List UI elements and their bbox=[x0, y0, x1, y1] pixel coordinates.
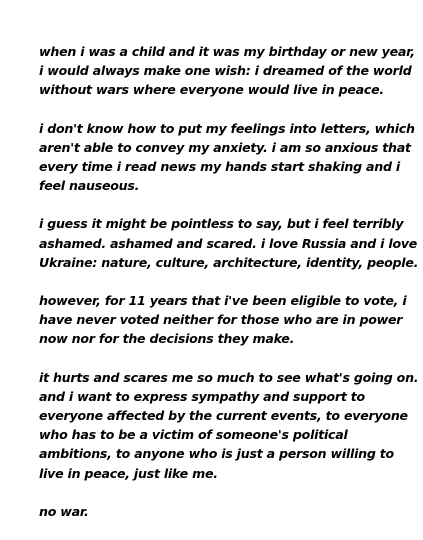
text-line: everyone affected by the current events, to everyone bbox=[39, 408, 408, 424]
text-line: who has to be a victim of someone's political bbox=[39, 427, 348, 443]
text-line: i don't know how to put my feelings into letters, which bbox=[39, 120, 415, 136]
text-line: ashamed. ashamed and scared. i love Russia and i love bbox=[39, 235, 418, 251]
paragraph-anxiety bbox=[39, 119, 415, 196]
paragraph-shame bbox=[39, 214, 419, 272]
text-line: aren't able to convey my anxiety. i am so anxious that bbox=[39, 139, 411, 155]
text-line: feel nauseous. bbox=[39, 178, 140, 194]
text-line: however, for 11 years that i've been eligible to vote, i bbox=[39, 293, 407, 309]
text-line: Ukraine: nature, culture, architecture, identity, people. bbox=[39, 254, 419, 270]
paragraph-childhood-wish bbox=[39, 42, 415, 100]
text-line: when i was a child and it was my birthday or new year, bbox=[39, 44, 415, 59]
paragraph-sympathy bbox=[39, 368, 419, 483]
paragraph-no-war bbox=[39, 502, 411, 521]
text-line: now nor for the decisions they make. bbox=[39, 331, 295, 347]
text-line: no war. bbox=[39, 503, 89, 519]
statement-text bbox=[39, 42, 419, 540]
text-line: i would always make one wish: i dreamed of the world bbox=[39, 63, 412, 79]
text-line: it hurts and scares me so much to see what's going on. bbox=[39, 369, 419, 385]
text-line: and i want to express sympathy and support to bbox=[39, 388, 365, 404]
text-line: have never voted neither for those who are in power bbox=[39, 312, 403, 328]
text-line: live in peace, just like me. bbox=[39, 465, 218, 481]
text-line: every time i read news my hands start shaking and i bbox=[39, 159, 400, 175]
text-line: i guess it might be pointless to say, but i feel terribly bbox=[39, 216, 404, 232]
paragraph-voting bbox=[39, 291, 411, 349]
text-line: ambitions, to anyone who is just a person willing to bbox=[39, 446, 394, 462]
text-line: without wars where everyone would live in peace. bbox=[39, 82, 384, 98]
